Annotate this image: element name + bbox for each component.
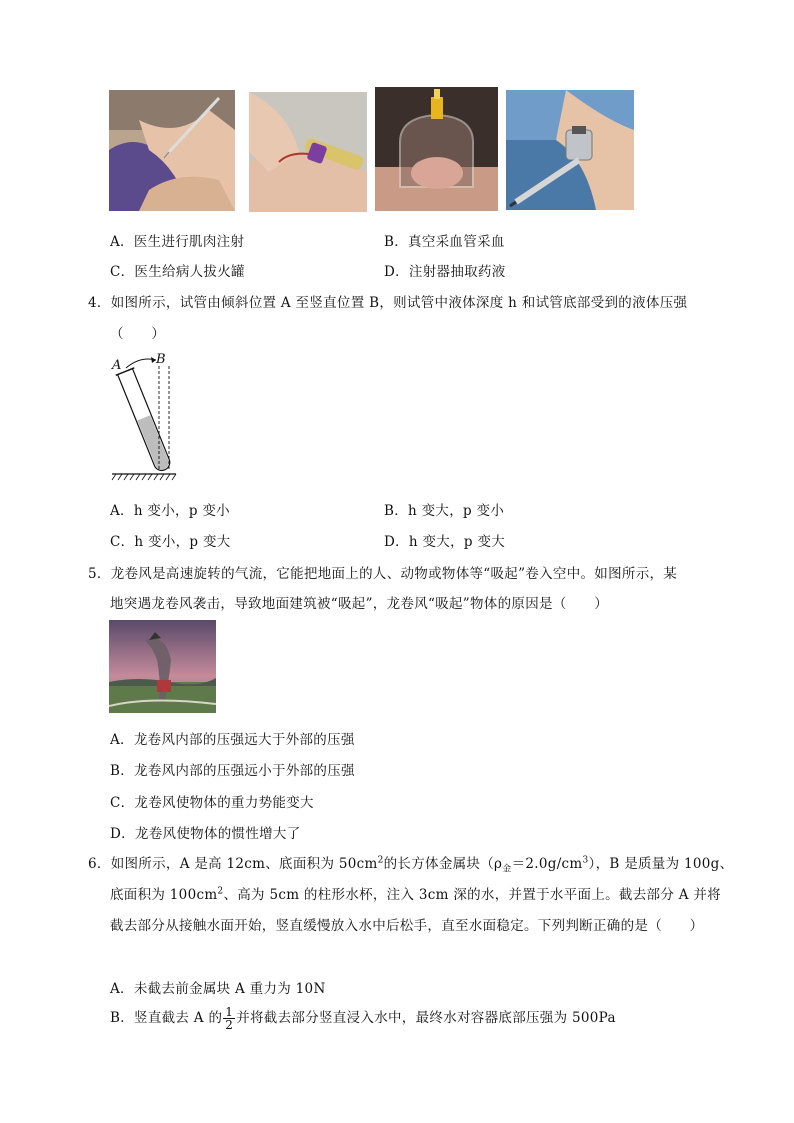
photo-intramuscular-injection xyxy=(109,90,235,211)
q4-stem-line2: （ ） xyxy=(110,326,166,342)
q4-test-tube-figure xyxy=(110,352,190,482)
photo-syringe-drawing-medicine xyxy=(506,90,634,210)
q5-option-b: B．龙卷风内部的压强远小于外部的压强 xyxy=(110,763,355,779)
q4-option-a: A．h 变小，p 变小 xyxy=(110,503,230,519)
q6-option-b: B．竖直截去 A 的 $\frac{1}{2}$ 并将截去部分竖直浸入水中，最终水对容器底部压强为 500Pa xyxy=(110,1005,616,1032)
photo-tornado xyxy=(109,620,216,713)
q5-stem-line1: 5．龙卷风是高速旋转的气流，它能把地面上的人、动物或物体等“吸起”卷入空中。如图所示，某 xyxy=(88,566,678,582)
q4-label-a: A xyxy=(112,358,122,373)
q5-option-c: C．龙卷风使物体的重力势能变大 xyxy=(110,795,314,811)
q6-stem-line3: 截去部分从接触水面开始，竖直缓慢放入水中后松手，直至水面稳定。下列判断正确的是（ ） xyxy=(110,918,704,934)
fraction-one-half: $\frac{1}{2}$ xyxy=(225,1005,234,1032)
q5-option-a: A．龙卷风内部的压强远大于外部的压强 xyxy=(110,732,355,748)
q3-option-a: A．医生进行肌肉注射 xyxy=(110,234,245,250)
q6-stem-line2: 底面积为 $100cm^2$、高为 5cm 的柱形水杯，注入 3cm 深的水，并置于水平面上。截去部分 A 并将 xyxy=(110,886,721,903)
q3-option-d: D．注射器抽取药液 xyxy=(384,264,506,280)
q4-option-d: D．h 变大，p 变大 xyxy=(384,534,506,550)
q3-option-c: C．医生给病人拔火罐 xyxy=(110,264,245,280)
photo-cupping-jar xyxy=(375,87,498,211)
q5-option-d: D．龙卷风使物体的惯性增大了 xyxy=(110,826,301,842)
q6-stem-line1: 6．如图所示，A 是高 12cm、底面积为 $50cm^2$的长方体金属块$(\rho_金=2.0g/cm^3)$，B 是质量为 100g、 xyxy=(88,855,734,875)
q4-stem-line1: 4．如图所示，试管由倾斜位置 A 至竖直位置 B，则试管中液体深度 h 和试管底部受到的液体压强 xyxy=(88,295,688,311)
q4-option-b: B．h 变大，p 变小 xyxy=(384,503,505,519)
q5-stem-line2: 地突遇龙卷风袭击，导致地面建筑被“吸起”，龙卷风“吸起”物体的原因是（ ） xyxy=(110,596,609,612)
q3-option-b: B．真空采血管采血 xyxy=(384,234,505,250)
q4-option-c: C．h 变小，p 变大 xyxy=(110,534,231,550)
q6-option-a: A．未截去前金属块 A 重力为 10N xyxy=(110,981,326,997)
photo-vacuum-blood-tube xyxy=(249,92,367,212)
q4-label-b: B xyxy=(156,352,166,367)
